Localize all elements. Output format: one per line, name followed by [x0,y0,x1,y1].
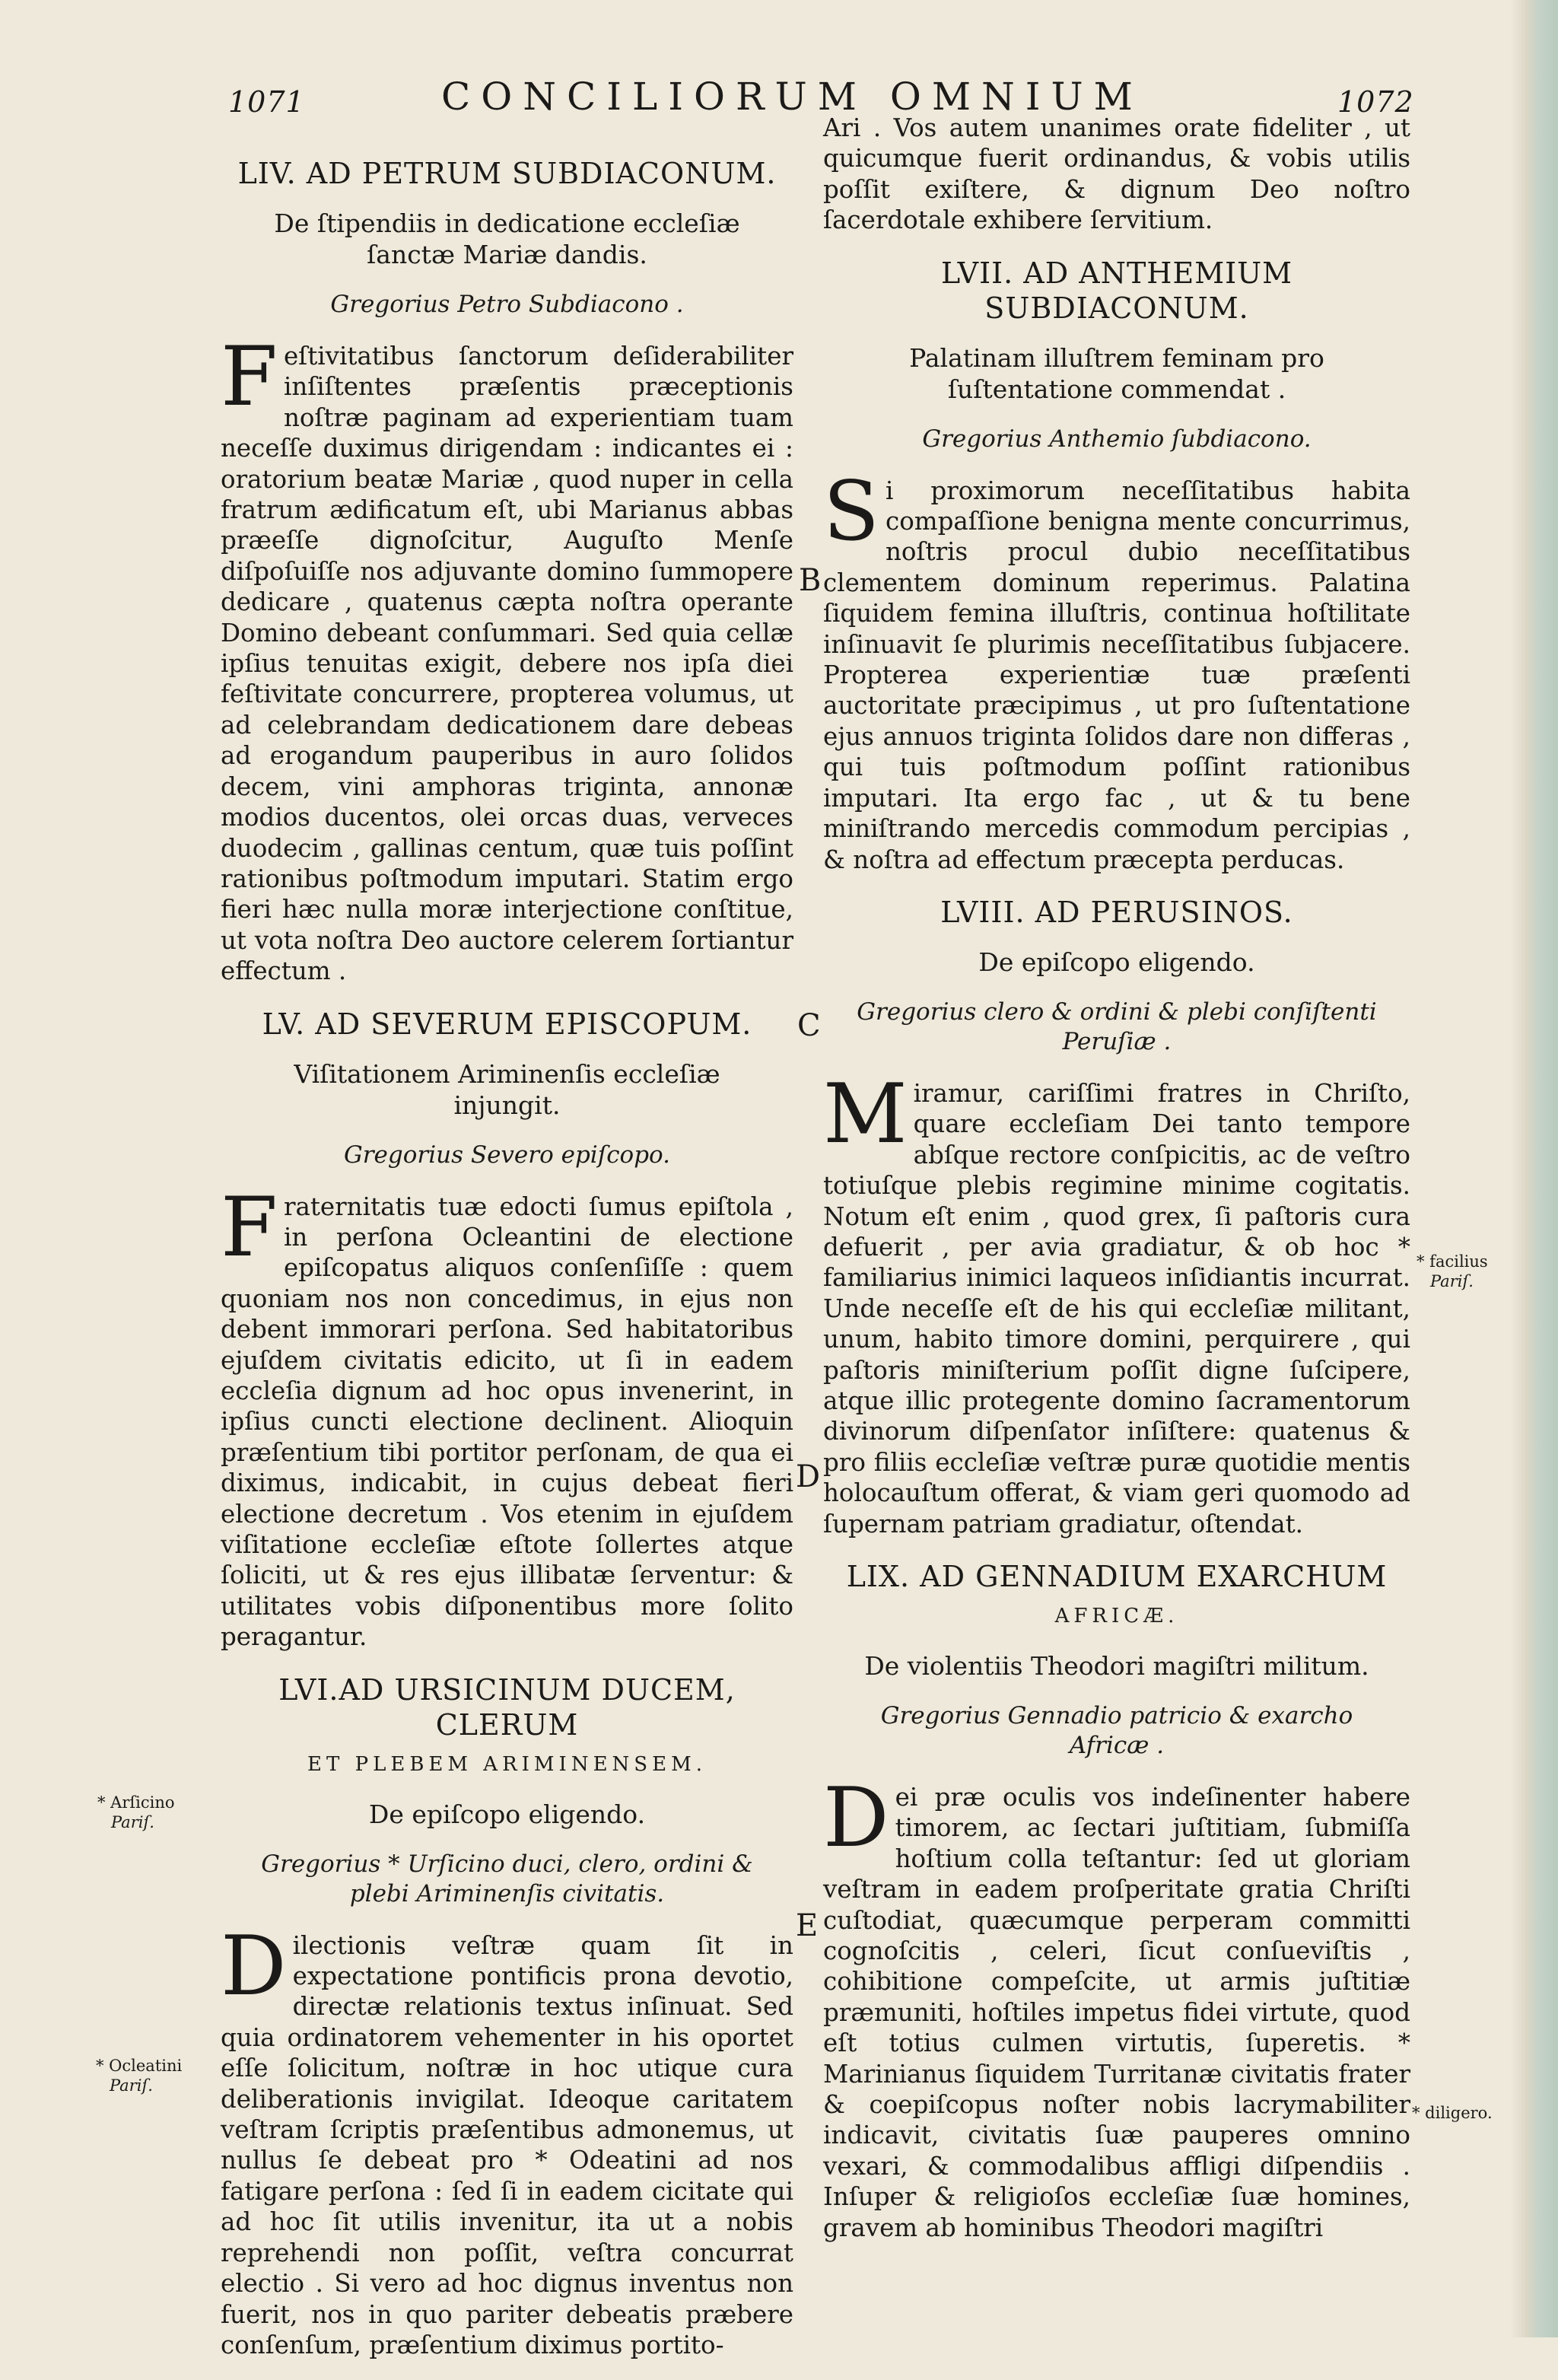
margin-note-facilius: * facilius Pariſ. [1417,1252,1488,1290]
section-heading-58: LVIII. AD PERUSINOS. [940,895,1293,929]
section-heading-59-line2: AFRICÆ. [1054,1605,1179,1628]
section-text-56: Dilectionis veſtræ quam ſit in expectatione pontificis prona devotio, directæ relationis textus inſinuat. Sed quia ordinatorem vehementer in his oportet eſſe ſolicitum, noſtræ in hoc utique cura deliberationis invigilat. Ideoque caritatem veſtram ſcriptis præſentibus admonemus, ut nullus ſe debeat pro * Odeatini ad nos fatigare perſona : ſed ſi in eadem cicitate qui ad hoc ſit utilis invenitur, ita ut a nobis reprehendi non poſſit, veſtra concurrat electio . Si vero ad hoc dignus inventus non fuerit, nos in quo pariter debeatis præbere conſenſum, præſentium diximus portito- [221,1918,793,2359]
section-heading-55: LV. AD SEVERUM EPISCOPUM. [262,1007,752,1041]
margin-letter-e: E [796,1908,819,1943]
margin-letter-c: C [797,1008,821,1043]
section-address-58: Gregorius clero & ordini & plebi conſiſtenti Peruſiæ . [857,998,1377,1055]
section-heading-54: LIV. AD PETRUM SUBDIACONUM. [237,157,777,190]
section-subject-56: De epiſcopo eligendo. [368,1799,646,1829]
section-heading-56-line2: ET PLEBEM ARIMINENSEM. [307,1752,707,1776]
section-address-59: Gregorius Gennadio patricio & exarcho Africæ . [880,1702,1353,1759]
margin-note-ocleatini: * Ocleatini Pariſ. [96,2057,183,2095]
section-address-57: Gregorius Anthemio ſubdiacono. [922,425,1312,453]
section-text-54: Feſtivitatibus ſanctorum deſiderabiliter inſiſtentes præſentis præceptionis noſtræ paginam ad experientiam tuam neceſſe duximus dirigendam : indicantes ei : oratorium beatæ Mariæ , quod nuper in cella fratrum ædificatum eſt, ubi Marianus abbas præeſſe dignoſcitur, Auguſto Menſe diſpoſuiſſe nos adjuvante domino ſummopere dedicare , quatenus cæpta noſtra operante Domino debeant conſummari. Sed quia cellæ ipſius tenuitas exigit, debere nos ipſa diei feſtivitate concurrere, propterea volumus, ut ad celebrandam dedicationem dare debeas ad erogandum pauperibus in auro ſolidos decem, vini amphoras triginta, annonæ modios ducentos, olei orcas duas, verveces duodecim , gallinas centum, quæ tuis poſſint rationibus poſtmodum imputari. Statim ergo fieri hæc nulla moræ interjectione conſtitue, ut vota noſtra Deo auctore celerem ſortiantur effectum . [221,329,793,986]
page-number-right: 1072 [1337,85,1414,119]
continued-text: Ari . Vos autem unanimes orate fideliter , ut quicumque fuerit ordinandus, & vobis utilis poſſit exiſtere, & dignum Deo noſtro ſacerdotale exhibere ſervitium. [823,113,1410,235]
margin-note-arsicino: * Arſicino Pariſ. [97,1793,175,1831]
running-title: CONCILIORUM OMNIUM [441,75,1143,119]
section-text-57: Si proximorum neceſſitatibus habita compaſſione benigna mente concurrimus, noſtris procul dubio neceſſitatibus clementem dominum reperimus. Palatina ſiquidem femina illuſtris, continua hoſtilitate inſinuavit ſe plurimis neceſſitatibus ſubjacere. Propterea experientiæ tuæ præſenti auctoritate præcipimus , ut pro ſuſtentatione ejus annuos triginta ſolidos dare non differas , qui tuis poſtmodum poſſint rationibus imputari. Ita ergo fac , ut & tu bene miniſtrando mercedis commodum percipias , & noſtra ad effectum præcepta perducas. [823,463,1410,874]
section-address-54: Gregorius Petro Subdiacono . [330,291,684,318]
section-heading-57: LVII. AD ANTHEMIUM SUBDIACONUM. [940,256,1293,325]
margin-note-diligero: * diligero. [1412,2104,1493,2122]
section-subject-54: De ſtipendiis in dedicatione eccleſiæ ſanctæ Mariæ dandis. [274,208,740,269]
margin-letter-d: D [796,1459,821,1494]
section-subject-55: Viſitationem Ariminenſis eccleſiæ injungit. [294,1058,720,1120]
section-subject-59: De violentiis Theodori magiſtri militum. [864,1651,1369,1681]
section-address-55: Gregorius Severo epiſcopo. [343,1141,671,1169]
section-heading-56: LVI.AD URSICINUM DUCEM, CLERUM [278,1672,736,1742]
page-number-left: 1071 [228,85,305,119]
page-fold-shadow [1510,0,1525,2337]
section-text-55: Fraternitatis tuæ edocti ſumus epiſtola , in perſona Ocleantini de electione epiſcopatus aliquos conſenſiſſe : quem quoniam nos non concedimus, in ejus non debent immorari perſona. Sed habitatoribus ejuſdem civitatis edicito, ut ſi in eadem eccleſia dignum ad hoc opus invenerint, in ipſius cuncti electione declinent. Alioquin præſentium tibi portitor perſonam, de qua ei diximus, indicabit, in cujus debeat fieri electione decretum . Vos etenim in ejuſdem viſitatione eccleſiæ eſtote ſollertes atque ſoliciti, ut & res ejus illibatæ ſerventur: & utilitates vobis diſponentibus more ſolito peragantur. [221,1179,793,1652]
section-subject-58: De epiſcopo eligendo. [978,947,1255,977]
left-column [221,156,793,2380]
section-heading-59: LIX. AD GENNADIUM EXARCHUM [846,1560,1388,1593]
section-text-58: Miramur, cariſſimi fratres in Chriſto, quare eccleſiam Dei tanto tempore abſque rectore conſpicitis, ac de veſtro totiuſque plebis regimine minime cogitatis. Notum eſt enim , quod grex, ſi paſtoris cura defuerit , per avia gradiatur, & ob hoc * familiarius inimici laqueos inſidiantis incurrat. Unde neceſſe eſt de his qui eccleſiæ militant, unum, habito timore domini, perquirere , qui paſtoris miniſterium poſſit digne ſuſcipere, atque illic protegente domino ſacramentorum divinorum diſpenſator inſiſtere: quatenus & pro filiis eccleſiæ veſtræ puræ quotidie mentis holocauſtum offerat, & viam geri quomodo ad ſupernam patriam gradiatur, oſtendat. [823,1066,1410,1538]
margin-letter-b: B [799,563,822,598]
section-subject-57: Palatinam illuſtrem feminam pro ſuſtentatione commendat . [909,342,1324,404]
section-address-56: Gregorius * Urſicino duci, clero, ordini & plebi Ariminenſis civitatis. [261,1850,753,1908]
next-page-edge [1525,0,1558,2337]
section-text-59: Dei præ oculis vos indeſinenter habere timorem, ac ſectari juſtitiam, ſubmiſſa hoſtium colla teſtantur: ſed ut gloriam veſtram in eadem proſperitate gratia Chriſti cuſtodiat, quæcumque perperam committi cognoſcitis , celeri, ſicut conſueviſtis , cohibitione compeſcite, ut armis juſtitiæ præmuniti, hoſtiles impetus fidei virtute, quod eſt totius culmen virtutis, ſuperetis. * Marinianus ſiquidem Turritanæ civitatis frater & coepiſcopus noſter nobis lacrymabiliter indicavit, civitatis ſuæ pauperes omnino vexari, & commodalibus affligi diſpendiis . Inſuper & religioſos eccleſiæ ſuæ homines, gravem ab hominibus Theodori magiſtri [823,1771,1410,2242]
right-column [823,113,1410,2263]
